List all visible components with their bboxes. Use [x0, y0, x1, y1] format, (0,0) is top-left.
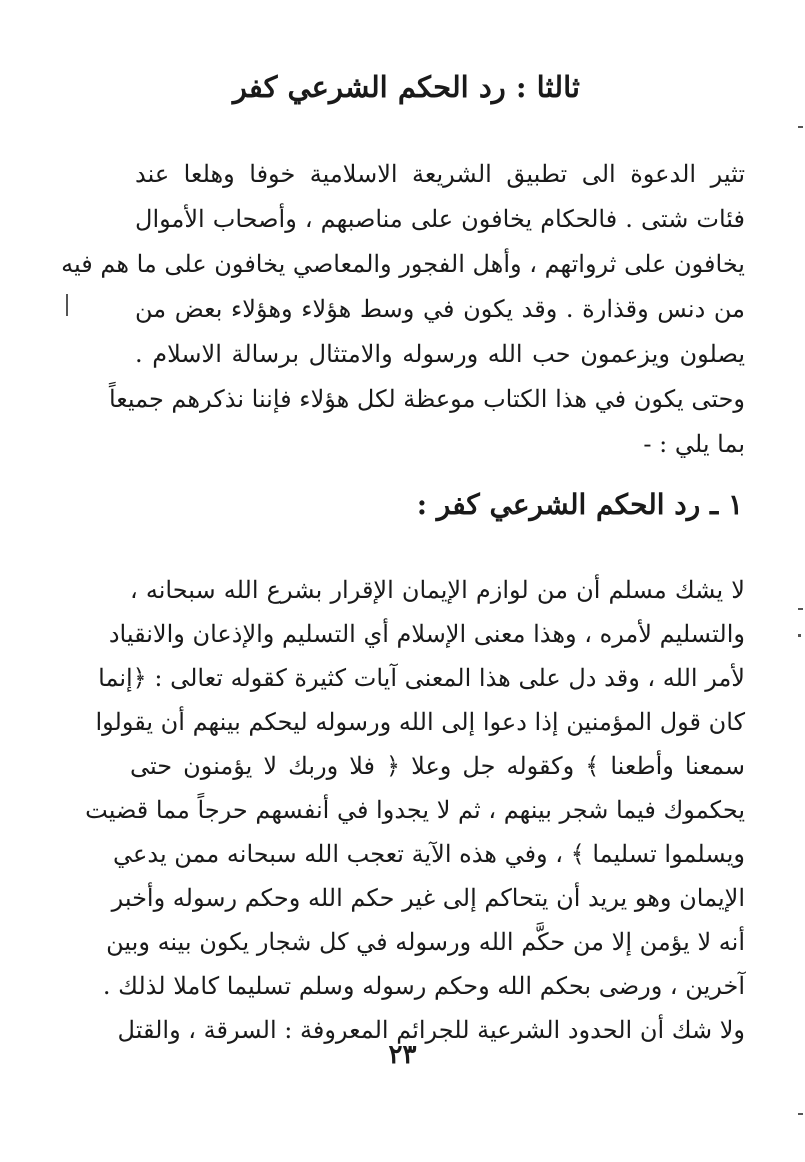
- section-heading: ١ ـ رد الحكم الشرعي كفر :: [416, 488, 743, 521]
- text-line: من دنس وقذارة . وقد يكون في وسط هؤلاء وهؤلاء بعض من: [135, 295, 745, 323]
- text-line: لأمر الله ، وقد دل على هذا المعنى آيات كثيرة كقوله تعالى : ﴿إنما: [98, 664, 745, 692]
- scan-mark: [798, 1113, 803, 1115]
- text-line: ويسلموا تسليما ﴾ ، وفي هذه الآية تعجب الله سبحانه ممن يدعي: [113, 840, 745, 868]
- scan-mark: [798, 608, 803, 610]
- scan-mark: [798, 634, 801, 637]
- scan-mark: [66, 294, 68, 316]
- text-line: بما يلي : -: [643, 430, 745, 458]
- page-number: ٢٣: [388, 1040, 417, 1070]
- text-line: والتسليم لأمره ، وهذا معنى الإسلام أي التسليم والإذعان والانقياد: [108, 620, 745, 648]
- text-line: ولا شك أن الحدود الشرعية للجرائم المعروفة : السرقة ، والقتل: [117, 1016, 745, 1044]
- text-line: الإيمان وهو يريد أن يتحاكم إلى غير حكم الله وحكم رسوله وأخبر: [111, 884, 745, 912]
- text-line: يصلون ويزعمون حب الله ورسوله والامتثال برسالة الاسلام .: [135, 340, 745, 368]
- text-line: وحتى يكون في هذا الكتاب موعظة لكل هؤلاء فإننا نذكرهم جميعاً: [108, 385, 745, 413]
- page-title: ثالثا : رد الحكم الشرعي كفر: [232, 70, 580, 104]
- text-line: لا يشك مسلم أن من لوازم الإيمان الإقرار بشرع الله سبحانه ،: [130, 576, 745, 604]
- text-line: سمعنا وأطعنا ﴾ وكقوله جل وعلا ﴿ فلا وربك لا يؤمنون حتى: [130, 752, 745, 780]
- text-line: أنه لا يؤمن إلا من حكَّم الله ورسوله في كل شجار يكون بينه وبين: [106, 928, 745, 956]
- text-line: كان قول المؤمنين إذا دعوا إلى الله ورسوله ليحكم بينهم أن يقولوا: [95, 708, 745, 736]
- text-line: يحكموك فيما شجر بينهم ، ثم لا يجدوا في أنفسهم حرجاً مما قضيت: [85, 796, 745, 824]
- text-line: فئات شتى . فالحكام يخافون على مناصبهم ، وأصحاب الأموال: [135, 205, 745, 233]
- text-line: آخرين ، ورضى بحكم الله وحكم رسوله وسلم تسليما كاملا لذلك .: [102, 972, 745, 1000]
- scan-mark: [798, 126, 803, 128]
- text-line: تثير الدعوة الى تطبيق الشريعة الاسلامية خوفا وهلعا عند: [135, 160, 745, 188]
- intro-paragraph: [61, 152, 745, 467]
- section-paragraph: [85, 568, 745, 1052]
- text-line: يخافون على ثرواتهم ، وأهل الفجور والمعاصي يخافون على ما هم فيه: [61, 250, 745, 278]
